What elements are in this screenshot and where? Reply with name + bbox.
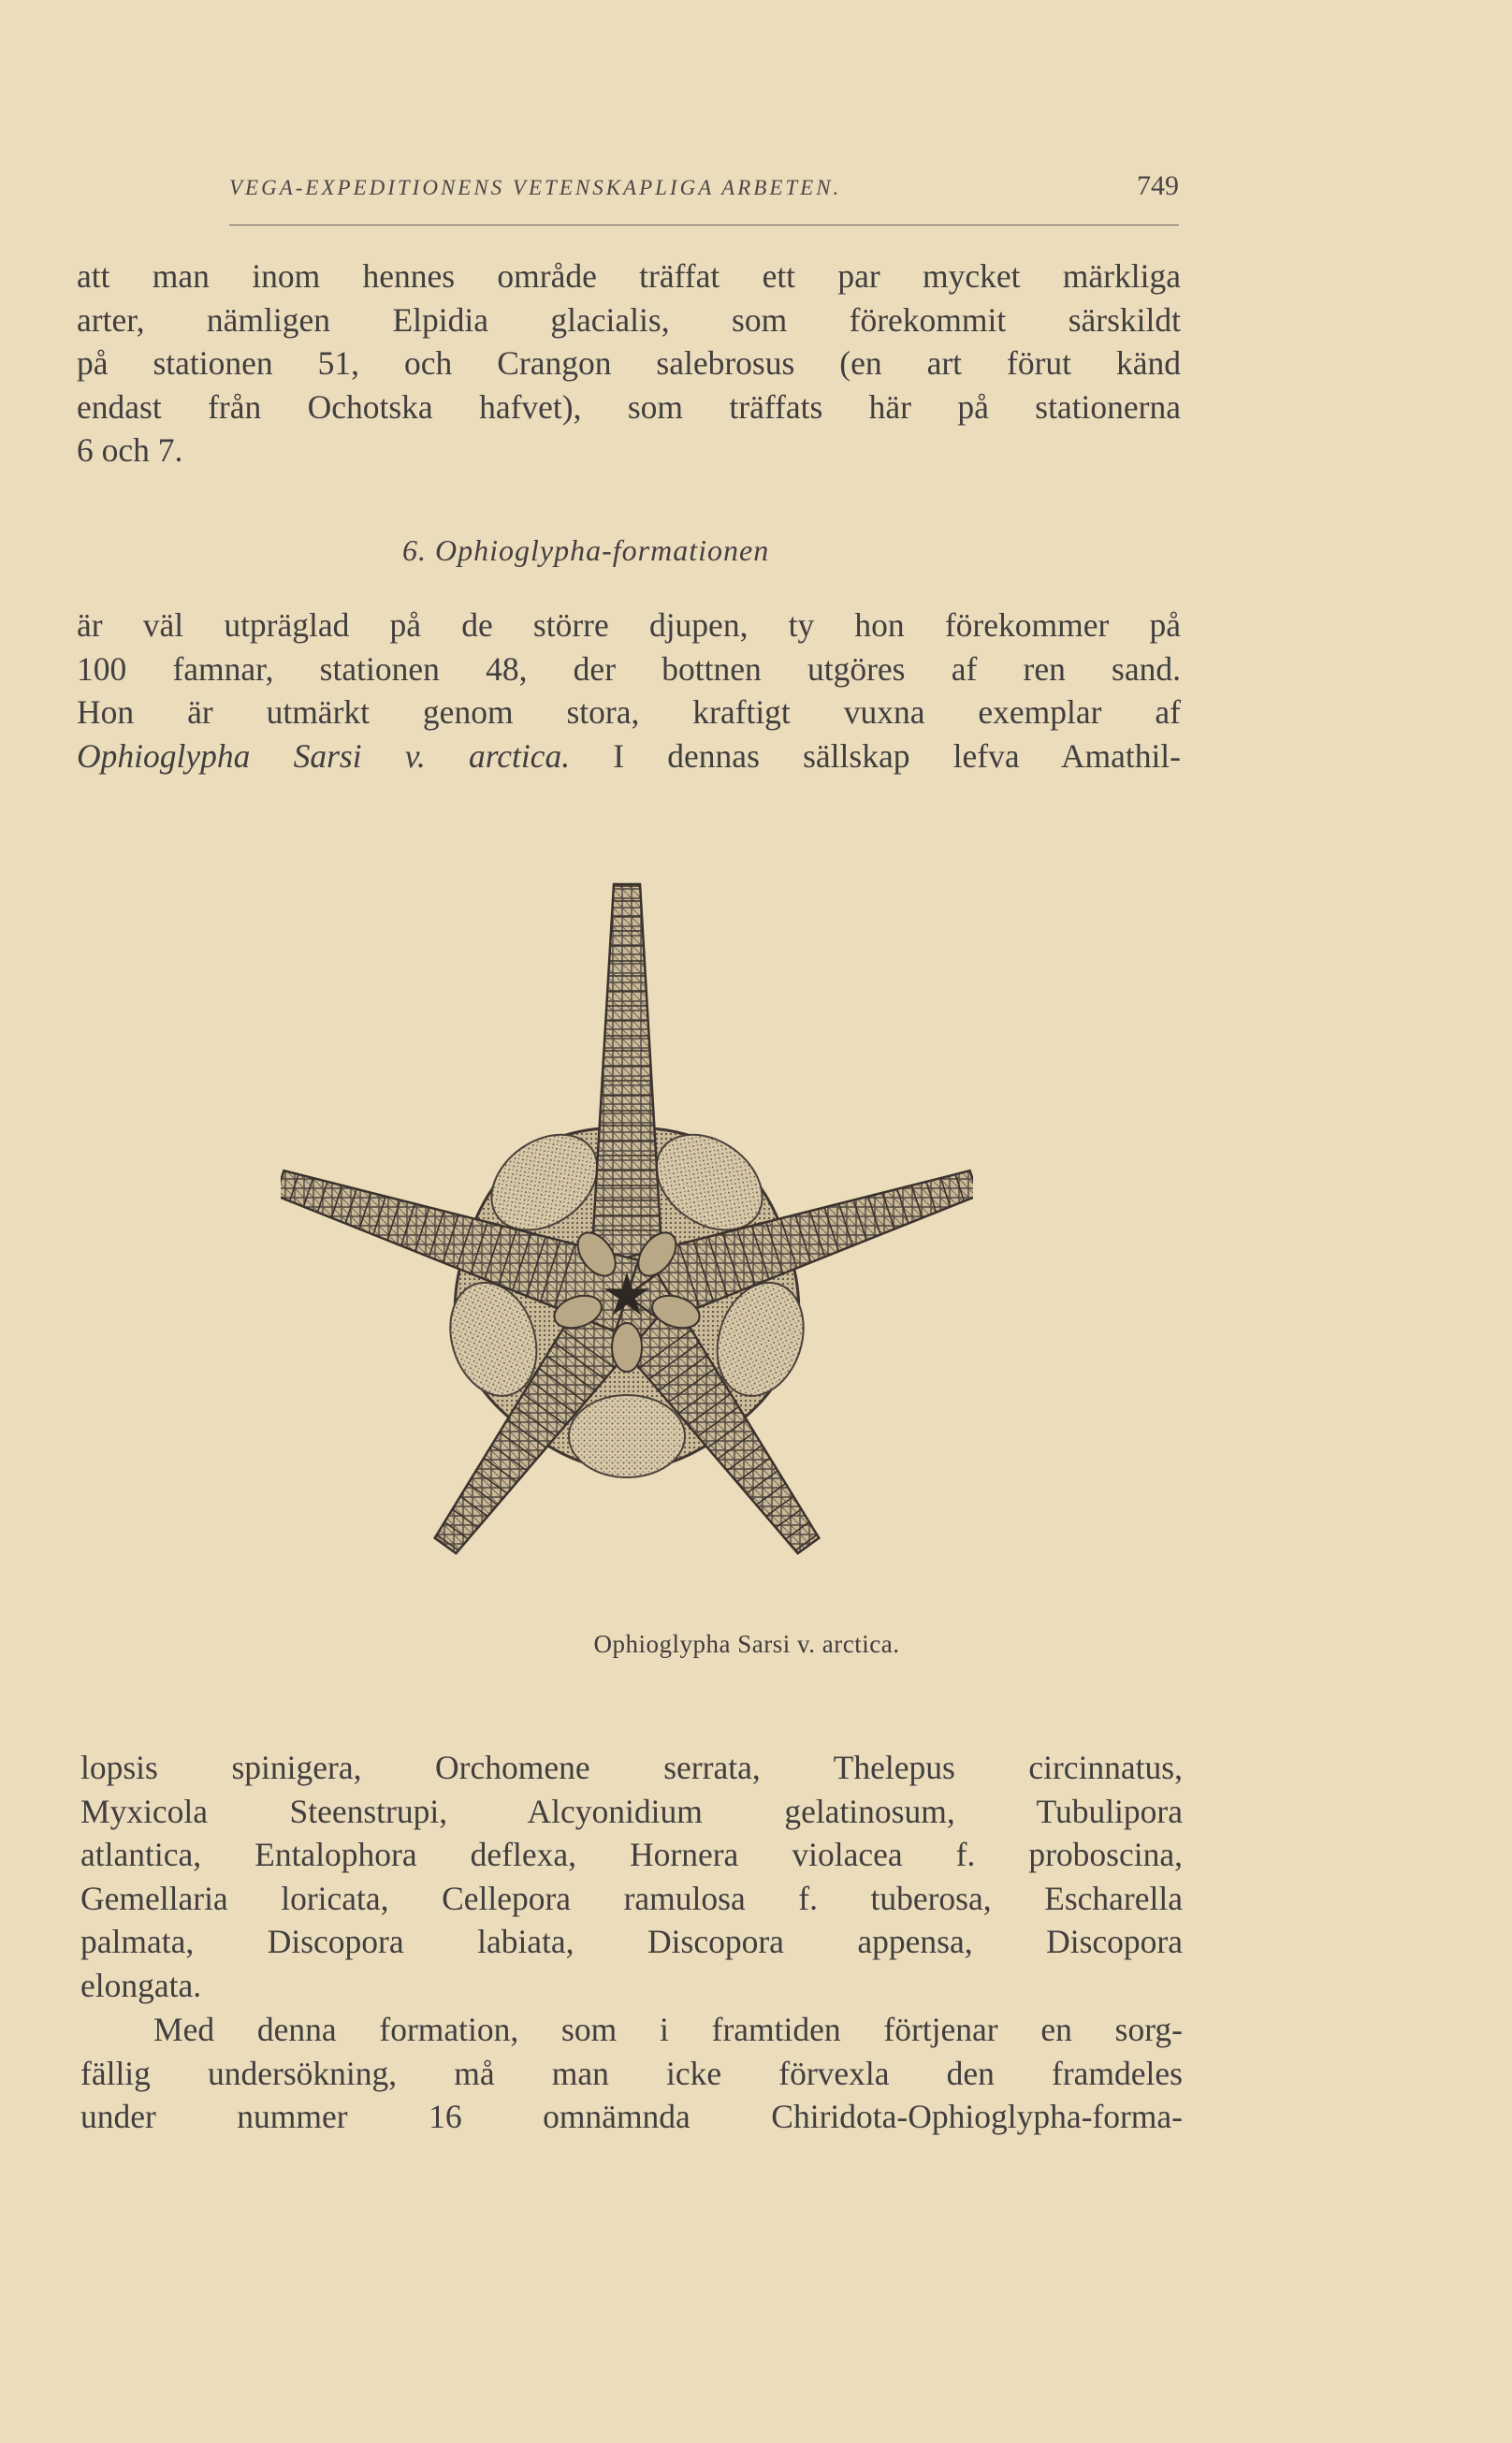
- radial-shield: [569, 1395, 685, 1477]
- star-body: [281, 884, 973, 1553]
- page-header: [229, 170, 1179, 213]
- text-line: under nummer 16 omnämnda Chiridota-Ophioglypha-forma-: [80, 2098, 1183, 2135]
- text-line: 100 famnar, stationen 48, der bottnen utgöres af ren sand.: [77, 649, 1181, 688]
- text-line: palmata, Discopora labiata, Discopora appensa, Discopora: [80, 1923, 1183, 1960]
- text-line: Myxicola Steenstrupi, Alcyonidium gelatinosum, Tubulipora: [80, 1792, 1183, 1830]
- text-line: arter, nämligen Elpidia glacialis, som förekommit särskildt: [77, 300, 1181, 339]
- brittle-star-drawing: [281, 875, 973, 1614]
- page-number: 749: [1137, 170, 1179, 201]
- caption-text: Ophioglypha Sarsi v. arctica.: [593, 1630, 900, 1658]
- paragraph-3: [80, 1746, 1183, 2007]
- text-line: elongata.: [80, 1966, 202, 2004]
- species-name: Ophioglypha Sarsi v. arctica.: [77, 736, 571, 775]
- text-line: 6 och 7.: [77, 431, 183, 469]
- section-number: 6.: [402, 533, 427, 567]
- text-line: fällig undersökning, må man icke förvexla den framdeles: [80, 2054, 1183, 2092]
- text-line: [77, 734, 1181, 778]
- text-line: Hon är utmärkt genom stora, kraftigt vuxna exemplar af: [77, 693, 1181, 731]
- text-line: är väl utpräglad på de större djupen, ty hon förekommer på: [77, 606, 1181, 644]
- text-fragment: I dennas sällskap lefva Amathil-: [613, 736, 1181, 775]
- paragraph-4: [80, 2008, 1183, 2139]
- text-line: lopsis spinigera, Orchomene serrata, Thelepus circinnatus,: [80, 1749, 1183, 1786]
- oral-plate: [612, 1323, 642, 1372]
- running-title: VEGA-EXPEDITIONENS VETENSKAPLIGA ARBETEN.: [229, 176, 842, 199]
- section-title: Ophioglypha-formationen: [435, 533, 770, 567]
- brittle-star-illustration: [281, 875, 973, 1614]
- paragraph-2: [77, 603, 1181, 778]
- text-line: att man inom hennes område träffat ett par mycket märkliga: [77, 257, 1181, 295]
- text-line: Gemellaria loricata, Cellepora ramulosa f. tuberosa, Escharella: [80, 1879, 1183, 1917]
- text-line: på stationen 51, och Crangon salebrosus (en art förut känd: [77, 344, 1181, 382]
- figure-caption: [0, 1630, 1512, 1659]
- section-heading: [402, 533, 769, 568]
- paragraph-1: [77, 254, 1181, 473]
- text-line: atlantica, Entalophora deflexa, Hornera violacea f. proboscina,: [80, 1836, 1183, 1873]
- text-line: Med denna formation, som i framtiden förtjenar en sorg-: [153, 2011, 1183, 2048]
- text-line: endast från Ochotska hafvet), som träffats här på stationerna: [77, 387, 1181, 426]
